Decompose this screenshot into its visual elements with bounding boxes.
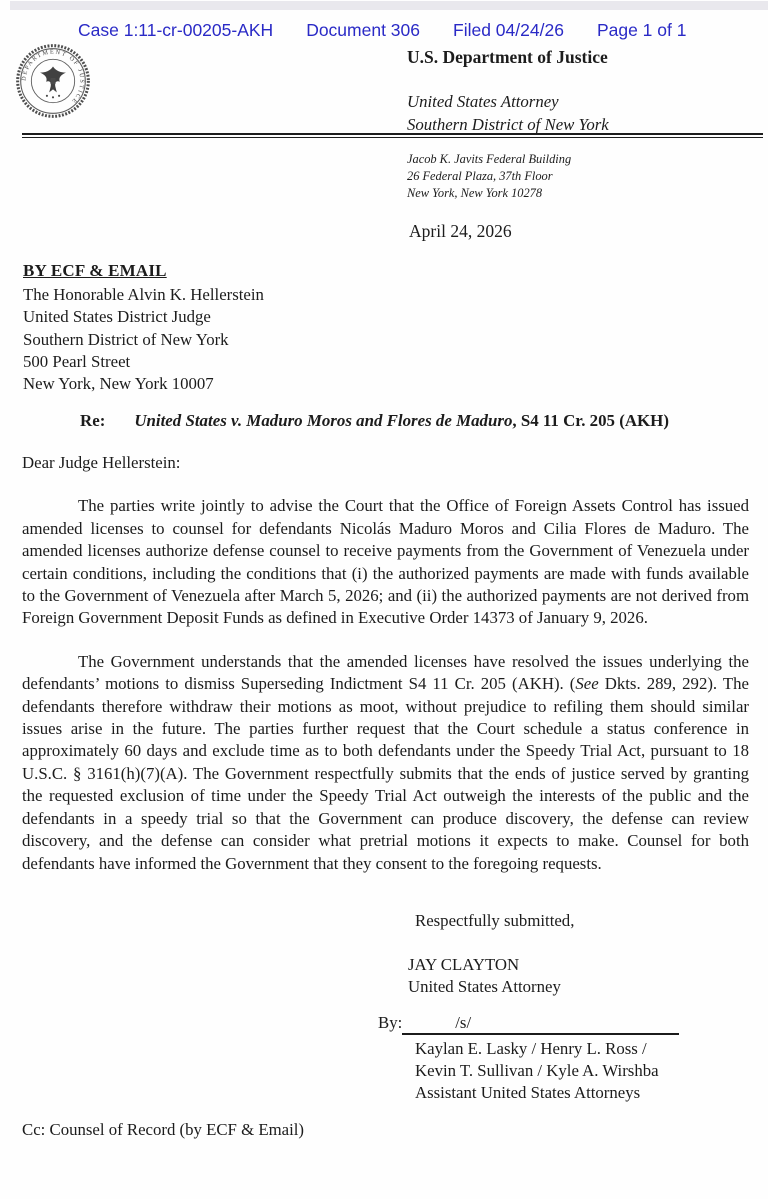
letterhead-office-line: United States Attorney <box>407 92 559 111</box>
recipient-line: 500 Pearl Street <box>23 351 131 371</box>
doj-seal-icon <box>15 43 91 119</box>
paragraph-2-text: The Government understands that the amended licenses have resolved the issues underlying the defendants’ motions to dismiss Superseding Indictment S4 11 Cr. 205 (AKH). ( <box>22 651 749 694</box>
letterhead-divider <box>22 133 763 138</box>
stamp-document-number: Document 306 <box>306 20 421 40</box>
address-line: New York, New York 10278 <box>407 185 543 200</box>
scan-top-band <box>10 1 768 10</box>
letterhead-address <box>407 151 571 201</box>
by-label: By: <box>378 1013 403 1032</box>
attorney-line: Kaylan E. Lasky / Henry L. Ross / <box>415 1039 647 1058</box>
stamp-filed-date: Filed 04/24/26 <box>453 20 564 40</box>
delivery-method: BY ECF & EMAIL <box>23 261 167 280</box>
see-citation: See <box>575 674 599 694</box>
ecf-header-stamp <box>78 20 686 41</box>
closing-respectfully: Respectfully submitted, <box>415 911 575 930</box>
signature-by-line <box>378 1013 679 1035</box>
signer-title: United States Attorney <box>408 977 561 997</box>
recipient-line: The Honorable Alvin K. Hellerstein <box>23 285 264 304</box>
letterhead <box>407 47 609 136</box>
attorneys-block <box>415 1038 659 1103</box>
letterhead-office <box>407 91 609 136</box>
attorney-line: Assistant United States Attorneys <box>415 1082 641 1102</box>
re-case-number: , S4 11 Cr. 205 (AKH) <box>512 411 669 430</box>
signer-name: JAY CLAYTON <box>408 955 520 974</box>
signer-block <box>408 954 561 999</box>
recipient-line: United States District Judge <box>23 307 211 327</box>
letterhead-agency: U.S. Department of Justice <box>407 47 608 67</box>
signature-line <box>402 1013 679 1035</box>
stamp-case-number: Case 1:11-cr-00205-AKH <box>78 20 274 40</box>
re-label: Re: <box>80 411 106 430</box>
paragraph-2 <box>22 651 749 875</box>
re-line <box>80 411 669 431</box>
attorney-line: Kevin T. Sullivan / Kyle A. Wirshba <box>415 1060 659 1080</box>
recipient-line: Southern District of New York <box>23 329 229 349</box>
letterhead-district-line: Southern District of New York <box>407 114 609 134</box>
salutation: Dear Judge Hellerstein: <box>22 453 181 472</box>
letter-body <box>22 452 749 875</box>
re-case-name: United States v. Maduro Moros and Flores de Maduro <box>134 411 513 430</box>
recipient-line: New York, New York 10007 <box>23 374 214 393</box>
paragraph-1: The parties write jointly to advise the Court that the Office of Foreign Assets Control has issued amended licenses to counsel for defendants Nicolás Maduro Moros and Cilia Flores de Maduro. The amended licenses authorize defense counsel to receive payments from the Government of Venezuela under certain conditions, including the conditions that (i) the authorized payments are made with funds available to the Government of Venezuela after March 5, 2026; and (ii) the authorized payments are not derived from Foreign Government Deposit Funds as defined in Executive Order 14373 of January 9, 2026. <box>22 496 749 628</box>
stamp-page-count: Page 1 of 1 <box>596 20 687 40</box>
letter-date: April 24, 2026 <box>409 221 512 241</box>
paragraph-2-text: Dkts. 289, 292). The defendants therefore withdraw their motions as moot, without prejudice to refiling them should similar issues arise in the future. The parties further request that the Court schedule a status conference in approximately 60 days and exclude time as to both defendants under the Speedy Trial Act, pursuant to 18 U.S.C. § 3161(h)(7)(A). The Government respectfully submits that the ends of justice served by granting the requested exclusion of time under the Speedy Trial Act outweigh the interests of the public and the defendants in a speedy trial so that the Government can produce discovery, the defense can review discovery, and the defense can consider what pretrial motions it expects to make. Counsel for both defendants have informed the Government that they consent to the foregoing requests. <box>22 674 749 873</box>
address-line: 26 Federal Plaza, 37th Floor <box>407 168 553 183</box>
s-signature: /s/ <box>455 1013 472 1032</box>
cc-line: Cc: Counsel of Record (by ECF & Email) <box>22 1120 304 1139</box>
recipient-block <box>23 284 264 395</box>
address-line: Jacob K. Javits Federal Building <box>407 152 572 166</box>
svg-text:DEPARTMENT OF JUSTICE: DEPARTMENT OF JUSTICE <box>21 49 85 105</box>
